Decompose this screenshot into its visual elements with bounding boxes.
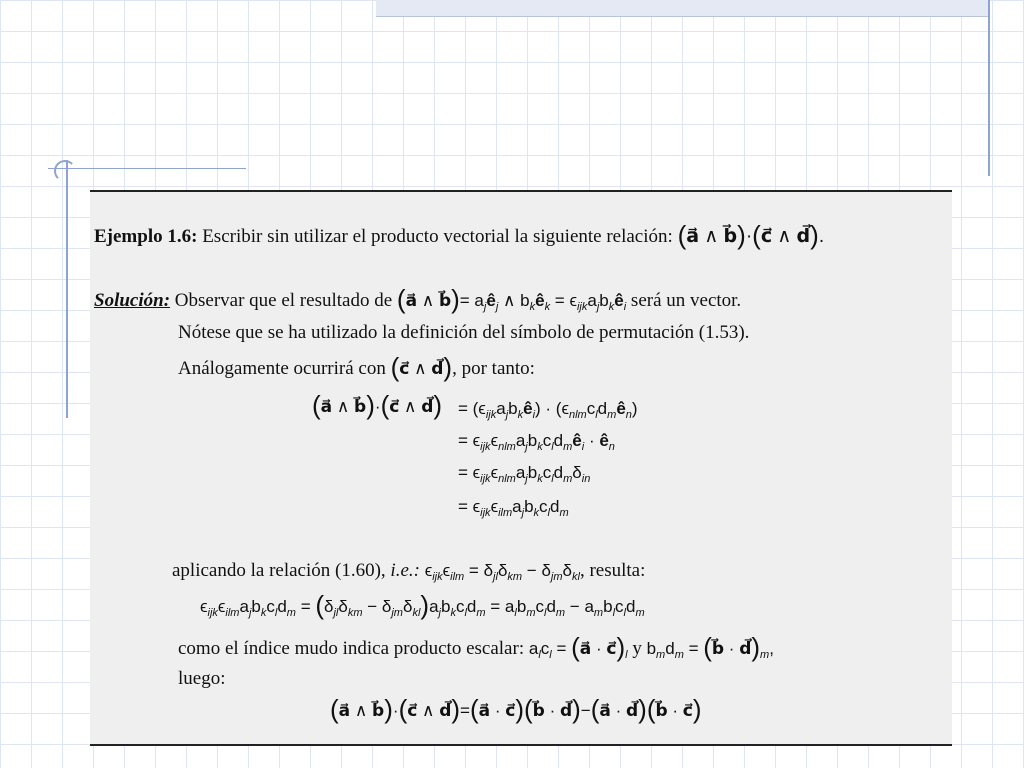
derivation-step-4: = $\epsilon_{ijk}\epsilon_{ilm}a_jb_kc_ld_m$: [458, 497, 569, 519]
decorative-curl: [54, 160, 76, 182]
example-line: [94, 220, 825, 250]
scalar-text-y: y: [632, 638, 642, 659]
decorative-right-line: [988, 0, 990, 176]
decorative-left-hline: [48, 168, 246, 169]
applying-ie: i.e.:: [390, 560, 420, 581]
solution-line-2: Nótese que se ha utilizado la definición del símbolo de permutación (1.53).: [178, 322, 750, 343]
example-heading: Ejemplo 1.6:: [94, 226, 198, 247]
scalar-formula-1: $a_lc_l$ = (a⃗ · $c⃗)_l$: [528, 632, 628, 662]
example-panel: [90, 190, 952, 746]
solution-label: Solución:: [94, 290, 171, 311]
derivation-step-2: = $\epsilon_{ijk}\epsilon_{nlm}a_jb_kc_ld_mê_i$ · $ê_n$: [458, 431, 615, 453]
solution-formula-1: (a⃗ ∧ b⃗)= $a_jê_j$ ∧ $b_kê_k$ = $\epsilon_{ijk}a_jb_kê_i$: [396, 284, 627, 314]
solution-line-1: [94, 284, 742, 318]
decorative-top-bar: [376, 0, 990, 17]
scalar-line: [178, 632, 774, 666]
derivation-step-3: = $\epsilon_{ijk}\epsilon_{nlm}a_jb_kc_ld_m\delta_{in}$: [458, 463, 591, 485]
solution-text-3a: Análogamente ocurrirá con: [178, 358, 386, 379]
luego-line: luego:: [178, 668, 226, 689]
example-formula: (a⃗ ∧ b⃗)·(c⃗ ∧ d⃗).: [677, 220, 825, 250]
solution-formula-3: (c⃗ ∧ d⃗): [390, 352, 453, 382]
example-statement: Escribir sin utilizar el producto vectorial la siguiente relación:: [202, 226, 673, 247]
scalar-formula-2: $b_md_m$ = (b⃗ · $d⃗)_m$,: [646, 632, 774, 662]
final-result-formula: (a⃗ ∧ b⃗)·(c⃗ ∧ d⃗)=(a⃗ · c⃗)(b⃗ · d⃗)−(a⃗ · d⃗)(b⃗ · c⃗): [330, 694, 702, 724]
applying-line: [172, 560, 645, 588]
applying-text-a: aplicando la relación (1.60),: [172, 560, 386, 581]
decorative-left-vline: [66, 160, 68, 418]
applying-result-formula: $\epsilon_{ijk}\epsilon_{ilm}a_jb_kc_ld_m = (\delta_{jl}\delta_{km} - \delta_{jm}\delta_{kl})a_jb_kc_ld_m = a_lb_mc_ld_m - a_mb_lc_ld_m$: [200, 590, 645, 620]
scalar-text-a: como el índice mudo indica producto escalar:: [178, 638, 525, 659]
solution-text-1b: será un vector.: [630, 290, 742, 311]
derivation-lhs: (a⃗ ∧ b⃗)·(c⃗ ∧ d⃗): [312, 390, 443, 420]
solution-line-3: [178, 352, 535, 382]
solution-text-3b: , por tanto:: [452, 358, 535, 379]
applying-text-b: , resulta:: [579, 560, 646, 581]
applying-formula: $\epsilon_{ijk}\epsilon_{ilm} = \delta_{jl}\delta_{km} - \delta_{jm}\delta_{kl}$: [424, 561, 580, 583]
derivation-step-1: = $(\epsilon_{ijk}a_jb_kê_i)$ · $(\epsilon_{nlm}c_ld_mê_n)$: [458, 399, 638, 421]
solution-text-1a: Observar que el resultado de: [174, 290, 393, 311]
